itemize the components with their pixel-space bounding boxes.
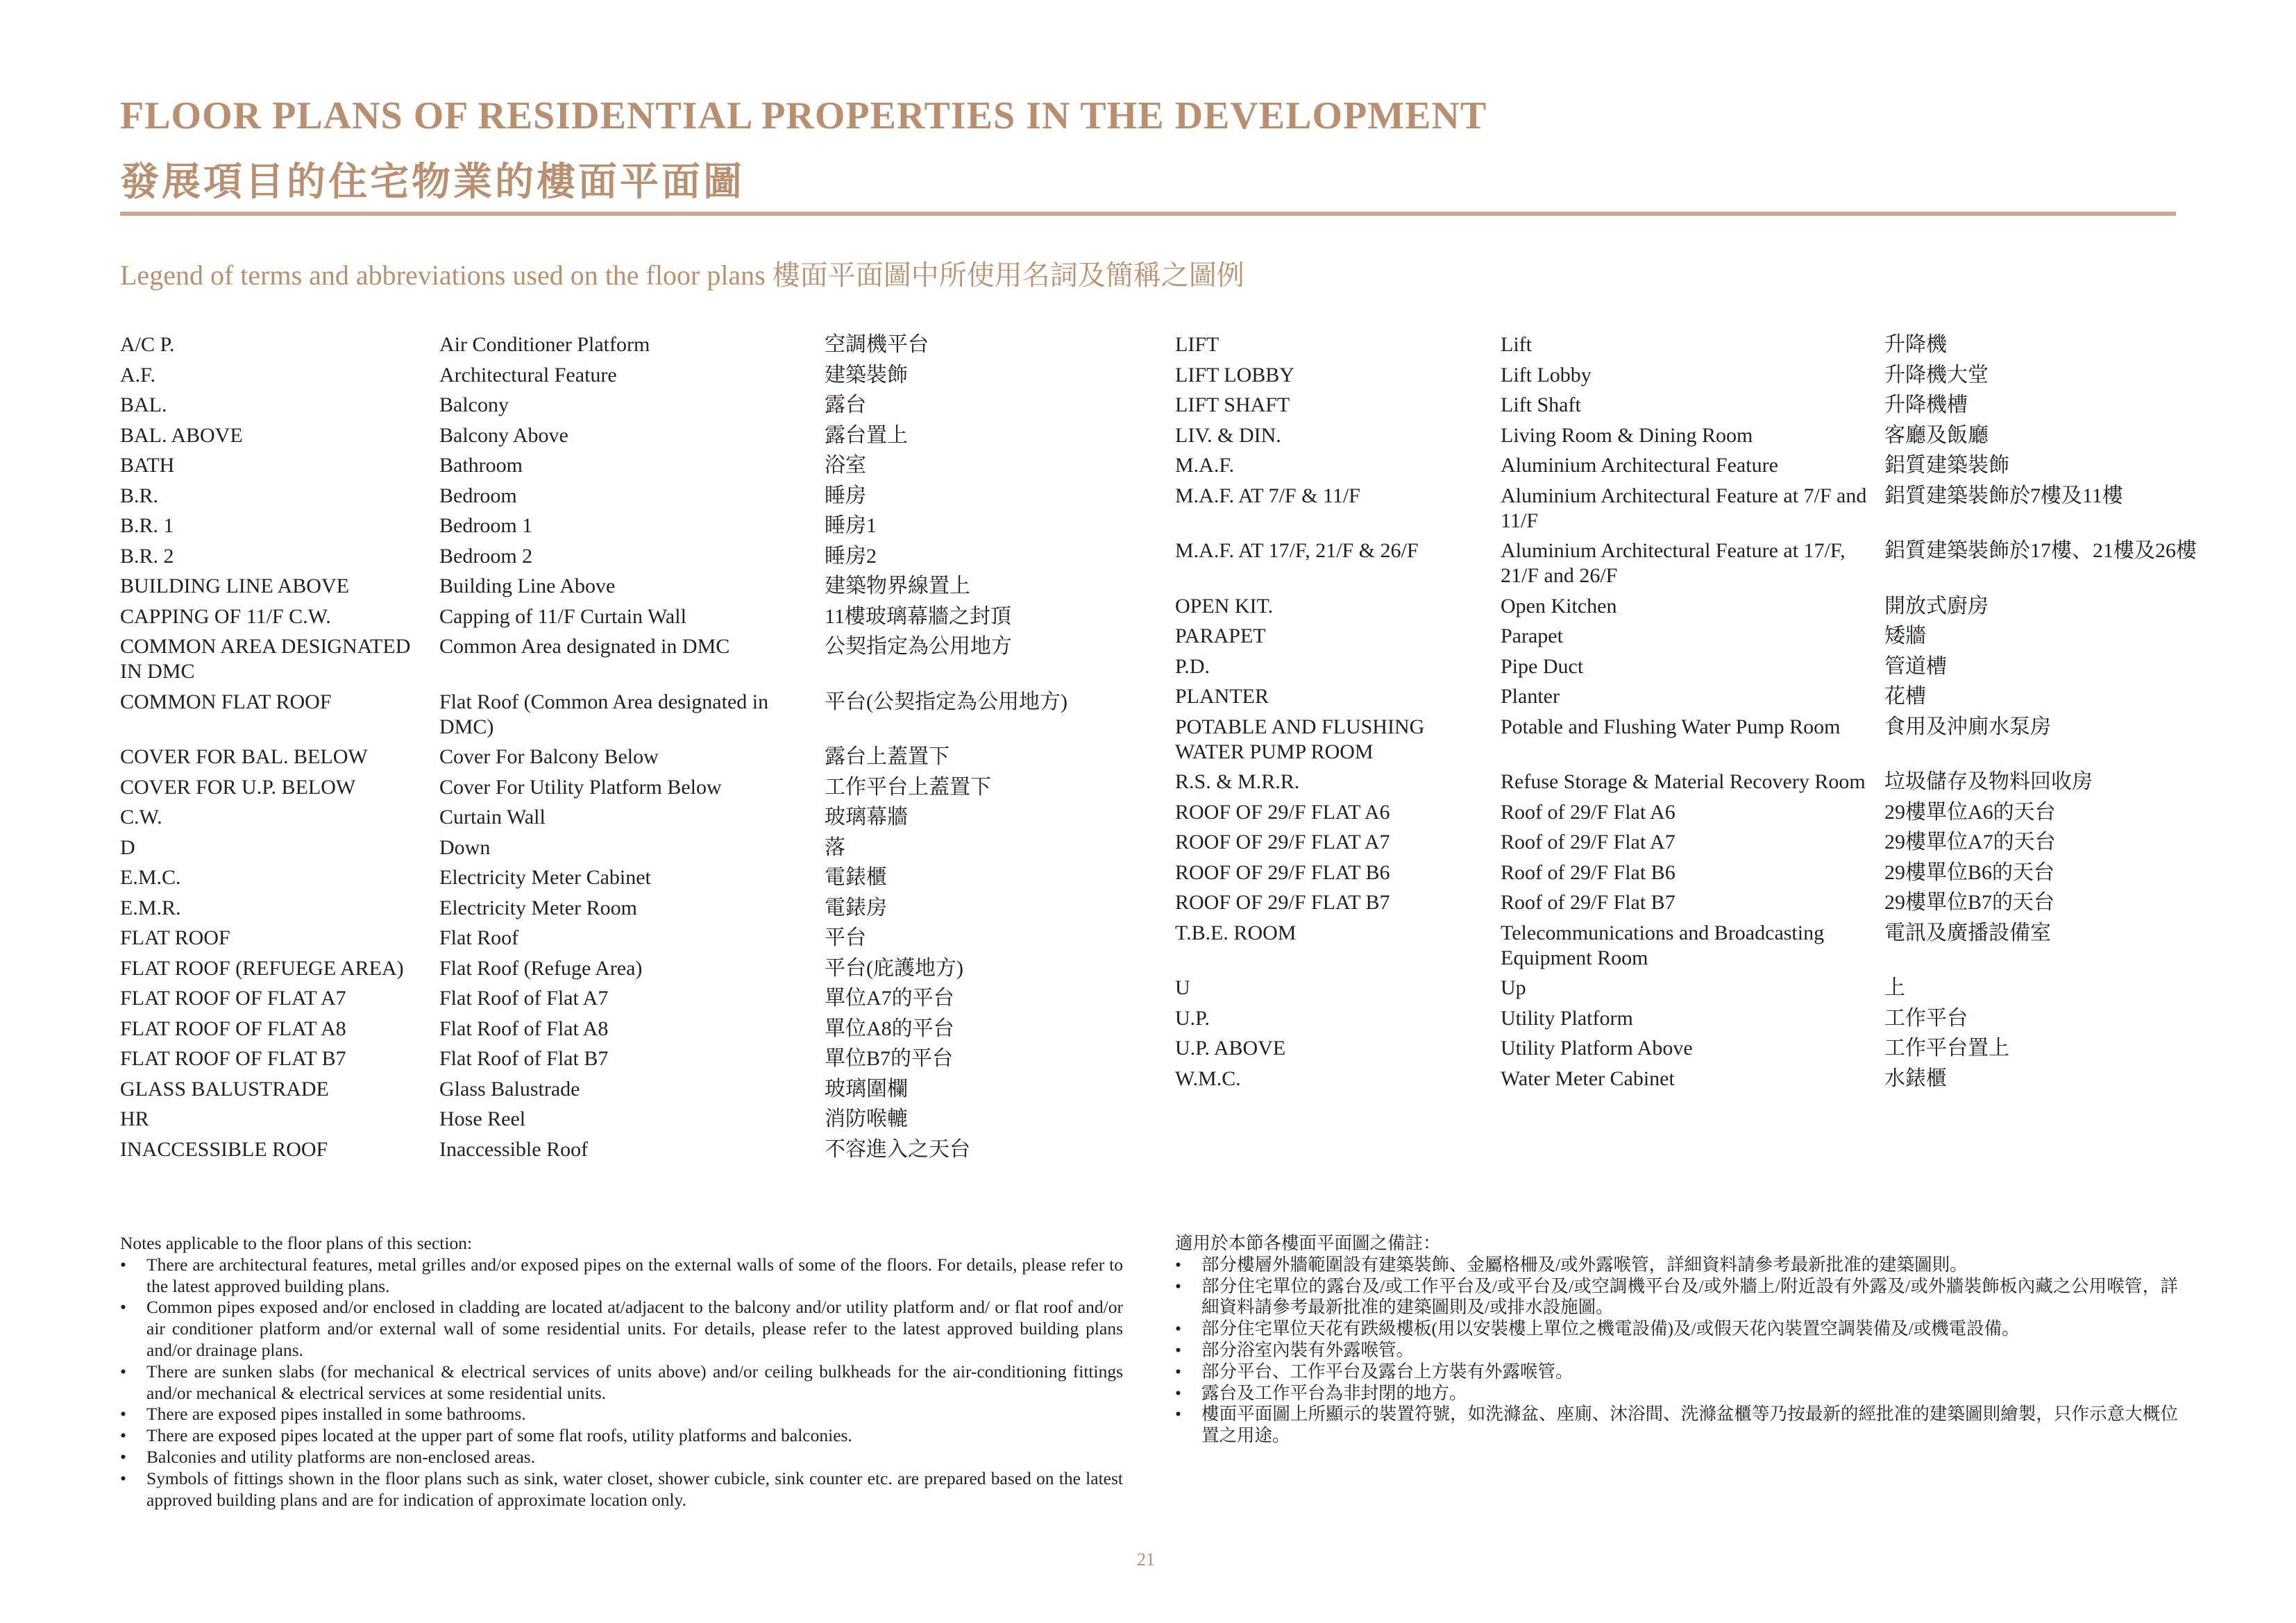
legend-abbreviation: COVER FOR BAL. BELOW [120, 745, 368, 768]
legend-term-chinese: 29樓單位B7的天台 [1884, 891, 2055, 914]
legend-abbreviation: CAPPING OF 11/F C.W. [120, 604, 331, 628]
note-item [120, 1255, 1123, 1298]
note-item [1175, 1276, 2178, 1319]
legend-term-chinese: 開放式廚房 [1884, 594, 1989, 618]
legend-term-chinese: 消防喉轆 [825, 1107, 908, 1130]
legend-row [1175, 423, 2211, 448]
note-text: 部分住宅單位的露台及/或工作平台及/或平台及/或空調機平台及/或外牆上/附近設有外露及/或外牆裝飾板內藏之公用喉管，詳細資料請參考最新批准的建築圖則及/或排水設施圖。 [1201, 1275, 2178, 1318]
legend-abbreviation: FLAT ROOF OF FLAT A7 [120, 987, 346, 1010]
legend-term-english: Up [1501, 976, 1526, 999]
legend-abbreviation: BAL. [120, 393, 167, 416]
bullet-icon: • [120, 1254, 126, 1275]
legend-row [1175, 484, 2211, 534]
note-text: There are exposed pipes installed in some bathrooms. [146, 1404, 526, 1425]
bullet-icon: • [120, 1468, 126, 1488]
legend-abbreviation: M.A.F. [1175, 454, 1235, 477]
legend-term-english: Flat Roof (Common Area designated in DMC) [439, 690, 769, 738]
legend-term-chinese: 上 [1884, 976, 1905, 999]
legend-term-english: Roof of 29/F Flat A6 [1501, 800, 1675, 824]
legend-row [120, 690, 1151, 740]
note-text: 露台及工作平台為非封閉的地方。 [1201, 1382, 1467, 1403]
legend-row [1175, 921, 2211, 971]
bullet-icon: • [1175, 1361, 1181, 1382]
legend-term-chinese: 電錶房 [825, 896, 887, 919]
legend-abbreviation: FLAT ROOF OF FLAT B7 [120, 1047, 346, 1070]
legend-term-english: Architectural Feature [439, 363, 617, 386]
legend-term-chinese: 29樓單位A6的天台 [1884, 800, 2056, 824]
legend-term-chinese: 單位A7的平台 [825, 987, 954, 1010]
note-text: 部分浴室內裝有外露喉管。 [1201, 1339, 1415, 1360]
legend-abbreviation: U.P. ABOVE [1175, 1037, 1286, 1060]
legend-abbreviation: E.M.C. [120, 866, 181, 889]
note-item [1175, 1318, 2178, 1340]
page-number: 21 [1137, 1549, 1155, 1570]
legend-row [120, 423, 1151, 448]
legend-term-english: Water Meter Cabinet [1501, 1067, 1675, 1090]
legend-term-english: Living Room & Dining Room [1501, 423, 1753, 447]
legend-row [120, 956, 1151, 981]
note-text: Balconies and utility platforms are non-enclosed areas. [146, 1446, 536, 1467]
legend-term-english: Aluminium Architectural Feature at 17/F, 21/F and 26/F [1501, 539, 1846, 587]
legend-term-english: Parapet [1501, 624, 1563, 647]
legend-term-english: Common Area designated in DMC [439, 635, 730, 658]
legend-term-chinese: 電訊及廣播設備室 [1884, 921, 2051, 944]
legend-abbreviation: E.M.R. [120, 896, 181, 919]
legend-term-chinese: 鋁質建築裝飾於17樓、21樓及26樓 [1884, 539, 2197, 562]
legend-abbreviation: ROOF OF 29/F FLAT A7 [1175, 831, 1390, 853]
legend-term-english: Capping of 11/F Curtain Wall [439, 604, 686, 628]
legend-row [120, 1017, 1151, 1042]
legend-row [120, 926, 1151, 951]
legend-abbreviation: PARAPET [1175, 624, 1266, 647]
bullet-icon: • [1175, 1404, 1181, 1425]
legend-term-english: Lift Shaft [1501, 393, 1581, 416]
legend-row [120, 484, 1151, 509]
note-text: 部分住宅單位天花有跌級樓板(用以安裝樓上單位之機電設備)及/或假天花內裝置空調裝備及/或機電設備。 [1201, 1318, 2020, 1339]
legend-row [120, 865, 1151, 890]
bullet-icon: • [1175, 1275, 1181, 1296]
legend-abbreviation: ROOF OF 29/F FLAT A6 [1175, 800, 1390, 824]
legend-row [120, 604, 1151, 629]
legend-row [120, 453, 1151, 478]
legend-abbreviation: R.S. & M.R.R. [1175, 770, 1300, 793]
legend-term-chinese: 客廳及飯廳 [1884, 423, 1989, 447]
legend-row [1175, 684, 2211, 709]
page-title-zh: 發展項目的住宅物業的樓面平面圖 [120, 161, 745, 204]
legend-row [120, 332, 1151, 357]
legend-row [1175, 860, 2211, 885]
legend-term-chinese: 29樓單位A7的天台 [1884, 831, 2056, 853]
legend-row [120, 986, 1151, 1011]
legend-term-english: Flat Roof of Flat A7 [439, 987, 609, 1010]
legend-term-english: Refuse Storage & Material Recovery Room [1501, 770, 1866, 793]
legend-abbreviation: M.A.F. AT 7/F & 11/F [1175, 484, 1360, 507]
note-item [1175, 1361, 2178, 1383]
legend-abbreviation: GLASS BALUSTRADE [120, 1077, 329, 1101]
legend-term-chinese: 單位B7的平台 [825, 1047, 954, 1070]
legend-row [1175, 363, 2211, 388]
legend-abbreviation: B.R. [120, 484, 159, 507]
note-text: Symbols of fittings shown in the floor plans such as sink, water closet, shower cubicle, sink counter etc. are prepared based on the latest approved building plans and are for indication of approximate location only. [146, 1468, 1123, 1510]
legend-term-chinese: 食用及沖廁水泵房 [1884, 715, 2051, 738]
legend-term-english: Potable and Flushing Water Pump Room [1501, 715, 1841, 738]
bullet-icon: • [120, 1297, 126, 1318]
notes-list [120, 1255, 1123, 1511]
legend-term-chinese: 建築物界線置上 [825, 575, 970, 597]
legend-term-english: Lift Lobby [1501, 363, 1592, 386]
legend-abbreviation: INACCESSIBLE ROOF [120, 1137, 328, 1161]
legend-term-chinese: 落 [825, 835, 845, 859]
bullet-icon: • [1175, 1254, 1181, 1275]
legend-abbreviation: LIFT [1175, 333, 1219, 356]
legend-row [1175, 830, 2211, 855]
note-text: There are exposed pipes located at the upper part of some flat roofs, utility platforms and balconies. [146, 1425, 852, 1446]
legend-term-chinese: 水錶櫃 [1884, 1067, 1947, 1090]
note-text: 部分平台、工作平台及露台上方裝有外露喉管。 [1201, 1361, 1573, 1382]
legend-title: Legend of terms and abbreviations used on the floor plans 樓面平面圖中所使用名詞及簡稱之圖例 [120, 260, 1244, 291]
legend-term-chinese: 單位A8的平台 [825, 1017, 954, 1040]
note-item [1175, 1404, 2178, 1447]
legend-abbreviation: COVER FOR U.P. BELOW [120, 775, 356, 799]
bullet-icon: • [120, 1446, 126, 1467]
note-text: 部分樓層外牆範圍設有建築裝飾、金屬格柵及/或外露喉管，詳細資料請參考最新批准的建築圖則。 [1201, 1254, 1968, 1275]
legend-term-english: Balcony [439, 393, 509, 416]
legend-term-chinese: 平台(公契指定為公用地方) [825, 690, 1067, 713]
legend-row [1175, 538, 2211, 588]
legend-abbreviation: PLANTER [1175, 685, 1269, 708]
legend-term-english: Bathroom [439, 454, 523, 477]
bullet-icon: • [120, 1361, 126, 1382]
legend-row [120, 1046, 1151, 1071]
note-item [120, 1404, 1123, 1425]
legend-term-chinese: 空調機平台 [825, 333, 929, 356]
legend-term-english: Electricity Meter Room [439, 896, 637, 919]
legend-row [1175, 770, 2211, 794]
legend-term-chinese: 花槽 [1884, 685, 1926, 708]
legend-term-english: Utility Platform Above [1501, 1037, 1693, 1060]
legend-term-english: Building Line Above [439, 575, 616, 597]
legend-term-english: Flat Roof [439, 926, 519, 949]
legend-term-english: Open Kitchen [1501, 594, 1617, 618]
legend-term-english: Flat Roof (Refuge Area) [439, 956, 643, 980]
legend-abbreviation: M.A.F. AT 17/F, 21/F & 26/F [1175, 539, 1419, 562]
legend-term-english: Aluminium Architectural Feature [1501, 454, 1778, 477]
legend-table-left [120, 332, 1151, 1167]
legend-row [120, 835, 1151, 860]
bullet-icon: • [120, 1425, 126, 1446]
legend-abbreviation: LIV. & DIN. [1175, 423, 1281, 447]
legend-row [1175, 976, 2211, 1001]
legend-row [1175, 393, 2211, 418]
page-title-en: FLOOR PLANS OF RESIDENTIAL PROPERTIES IN THE DEVELOPMENT [120, 94, 1487, 137]
legend-term-chinese: 露台上蓋置下 [825, 745, 949, 768]
note-item [120, 1468, 1123, 1511]
notes-english [120, 1233, 1123, 1511]
legend-term-chinese: 平台 [825, 926, 866, 949]
legend-term-english: Bedroom [439, 484, 517, 507]
legend-term-chinese: 玻璃幕牆 [825, 806, 908, 829]
legend-abbreviation: B.R. 1 [120, 514, 174, 537]
legend-row [120, 745, 1151, 770]
legend-term-english: Balcony Above [439, 423, 568, 447]
legend-abbreviation: LIFT SHAFT [1175, 393, 1290, 416]
note-text: 樓面平面圖上所顯示的裝置符號，如洗滌盆、座廁、沐浴間、洗滌盆櫃等乃按最新的經批准的建築圖則繪製，只作示意大概位置之用途。 [1201, 1404, 2178, 1446]
legend-row [120, 634, 1151, 684]
legend-row [120, 1137, 1151, 1162]
legend-term-english: Inaccessible Roof [439, 1137, 589, 1161]
notes-chinese [1175, 1233, 2178, 1447]
note-item [1175, 1340, 2178, 1361]
legend-term-english: Cover For Utility Platform Below [439, 775, 722, 799]
legend-term-chinese: 電錶櫃 [825, 866, 887, 889]
legend-term-chinese: 工作平台置上 [1884, 1037, 2009, 1060]
legend-row [120, 1077, 1151, 1102]
legend-term-english: Flat Roof of Flat B7 [439, 1047, 609, 1070]
legend-abbreviation: C.W. [120, 806, 162, 829]
legend-abbreviation: BATH [120, 454, 175, 477]
legend-term-english: Bedroom 2 [439, 544, 533, 568]
legend-term-chinese: 公契指定為公用地方 [825, 635, 1012, 658]
legend-abbreviation: POTABLE AND FLUSHING WATER PUMP ROOM [1175, 715, 1425, 763]
note-item [120, 1425, 1123, 1447]
legend-term-chinese: 升降機 [1884, 333, 1947, 356]
notes-heading: 適用於本節各樓面平面圖之備註： [1175, 1233, 1441, 1253]
legend-row [1175, 890, 2211, 915]
legend-row [120, 574, 1151, 599]
legend-term-english: Hose Reel [439, 1107, 526, 1130]
legend-row [1175, 800, 2211, 825]
legend-row [120, 896, 1151, 921]
legend-abbreviation: W.M.C. [1175, 1067, 1241, 1090]
bullet-icon: • [1175, 1318, 1181, 1339]
legend-term-chinese: 露台 [825, 393, 866, 416]
legend-term-english: Lift [1501, 333, 1532, 356]
legend-term-english: Utility Platform [1501, 1006, 1633, 1030]
legend-row [120, 805, 1151, 830]
legend-abbreviation: D [120, 835, 135, 859]
legend-term-english: Down [439, 835, 491, 859]
legend-term-chinese: 浴室 [825, 454, 866, 477]
bullet-icon: • [120, 1404, 126, 1425]
legend-row [120, 544, 1151, 569]
legend-row [1175, 1067, 2211, 1091]
legend-term-chinese: 11樓玻璃幕牆之封頂 [825, 604, 1011, 628]
legend-term-chinese: 工作平台上蓋置下 [825, 775, 991, 799]
legend-abbreviation: ROOF OF 29/F FLAT B6 [1175, 860, 1390, 884]
legend-term-english: Telecommunications and Broadcasting Equipment Room [1501, 921, 1825, 969]
note-text: There are architectural features, metal grilles and/or exposed pipes on the external walls of some of the floors. For details, please refer to the latest approved building plans. [146, 1254, 1123, 1296]
legend-row [120, 363, 1151, 388]
legend-row [1175, 624, 2211, 649]
legend-term-english: Roof of 29/F Flat B7 [1501, 891, 1675, 914]
title-divider [120, 212, 2176, 216]
legend-row [1175, 1036, 2211, 1061]
legend-term-english: Glass Balustrade [439, 1077, 580, 1101]
legend-term-chinese: 垃圾儲存及物料回收房 [1884, 770, 2093, 793]
legend-abbreviation: U.P. [1175, 1006, 1210, 1030]
legend-abbreviation: ROOF OF 29/F FLAT B7 [1175, 891, 1390, 914]
legend-term-chinese: 29樓單位B6的天台 [1884, 860, 2055, 884]
legend-term-chinese: 鋁質建築裝飾 [1884, 454, 2009, 477]
legend-row [120, 1107, 1151, 1132]
legend-term-chinese: 睡房1 [825, 514, 877, 537]
legend-abbreviation: A.F. [120, 363, 155, 386]
legend-term-english: Roof of 29/F Flat A7 [1501, 831, 1675, 853]
notes-list [1175, 1255, 2178, 1447]
legend-term-chinese: 不容進入之天台 [825, 1137, 970, 1161]
legend-abbreviation: FLAT ROOF OF FLAT A8 [120, 1017, 346, 1040]
note-item [120, 1361, 1123, 1404]
legend-term-english: Pipe Duct [1501, 654, 1584, 678]
legend-abbreviation: P.D. [1175, 654, 1210, 678]
legend-table-right [1175, 332, 2211, 1096]
legend-abbreviation: T.B.E. ROOM [1175, 921, 1297, 944]
legend-abbreviation: A/C P. [120, 333, 175, 356]
legend-row [120, 393, 1151, 418]
legend-abbreviation: OPEN KIT. [1175, 594, 1274, 618]
notes-heading: Notes applicable to the floor plans of this section: [120, 1233, 473, 1253]
note-text: There are sunken slabs (for mechanical & electrical services of units above) and/or ceiling bulkheads for the air-conditioning fittings and/or mechanical & electrical services at some residential units. [146, 1361, 1123, 1403]
legend-term-chinese: 建築裝飾 [825, 363, 908, 386]
legend-term-chinese: 鋁質建築裝飾於7樓及11樓 [1884, 484, 2123, 507]
legend-term-english: Planter [1501, 685, 1560, 708]
legend-row [120, 775, 1151, 800]
note-text: Common pipes exposed and/or enclosed in cladding are located at/adjacent to the balcony and/or utility platform and/ or flat roof and/or air conditioner platform and/or external wall of some residential units. For details, please refer to the latest approved building plans and/or drainage plans. [146, 1297, 1123, 1360]
legend-term-chinese: 升降機大堂 [1884, 363, 1989, 386]
legend-term-english: Air Conditioner Platform [439, 333, 650, 356]
legend-term-chinese: 矮牆 [1884, 624, 1926, 647]
legend-term-chinese: 玻璃圍欄 [825, 1077, 908, 1101]
legend-term-english: Electricity Meter Cabinet [439, 866, 651, 889]
legend-row [1175, 1006, 2211, 1031]
note-item [120, 1447, 1123, 1468]
legend-row [1175, 453, 2211, 478]
legend-abbreviation: U [1175, 976, 1190, 999]
legend-term-english: Bedroom 1 [439, 514, 533, 537]
legend-abbreviation: FLAT ROOF [120, 926, 230, 949]
legend-abbreviation: HR [120, 1107, 149, 1130]
legend-row [1175, 332, 2211, 357]
legend-row [1175, 654, 2211, 679]
legend-term-english: Flat Roof of Flat A8 [439, 1017, 609, 1040]
legend-abbreviation: COMMON AREA DESIGNATED IN DMC [120, 635, 411, 683]
legend-row [1175, 715, 2211, 765]
legend-abbreviation: B.R. 2 [120, 544, 174, 568]
note-item [120, 1297, 1123, 1361]
legend-term-english: Roof of 29/F Flat B6 [1501, 860, 1675, 884]
legend-abbreviation: BUILDING LINE ABOVE [120, 575, 349, 597]
legend-abbreviation: COMMON FLAT ROOF [120, 690, 332, 713]
legend-row [120, 513, 1151, 538]
legend-term-chinese: 露台置上 [825, 423, 908, 447]
legend-abbreviation: BAL. ABOVE [120, 423, 243, 447]
legend-term-chinese: 管道槽 [1884, 654, 1947, 678]
bullet-icon: • [1175, 1382, 1181, 1403]
legend-term-english: Cover For Balcony Below [439, 745, 659, 768]
legend-abbreviation: FLAT ROOF (REFUEGE AREA) [120, 956, 404, 980]
legend-row [1175, 594, 2211, 619]
legend-term-chinese: 升降機槽 [1884, 393, 1968, 416]
note-item [1175, 1383, 2178, 1404]
legend-term-chinese: 平台(庇護地方) [825, 956, 963, 980]
legend-abbreviation: LIFT LOBBY [1175, 363, 1294, 386]
legend-term-english: Curtain Wall [439, 806, 546, 829]
legend-term-chinese: 睡房2 [825, 544, 877, 568]
note-item [1175, 1255, 2178, 1276]
legend-term-english: Aluminium Architectural Feature at 7/F and 11/F [1501, 484, 1867, 532]
legend-term-chinese: 睡房 [825, 484, 866, 507]
legend-term-chinese: 工作平台 [1884, 1006, 1968, 1030]
bullet-icon: • [1175, 1339, 1181, 1360]
